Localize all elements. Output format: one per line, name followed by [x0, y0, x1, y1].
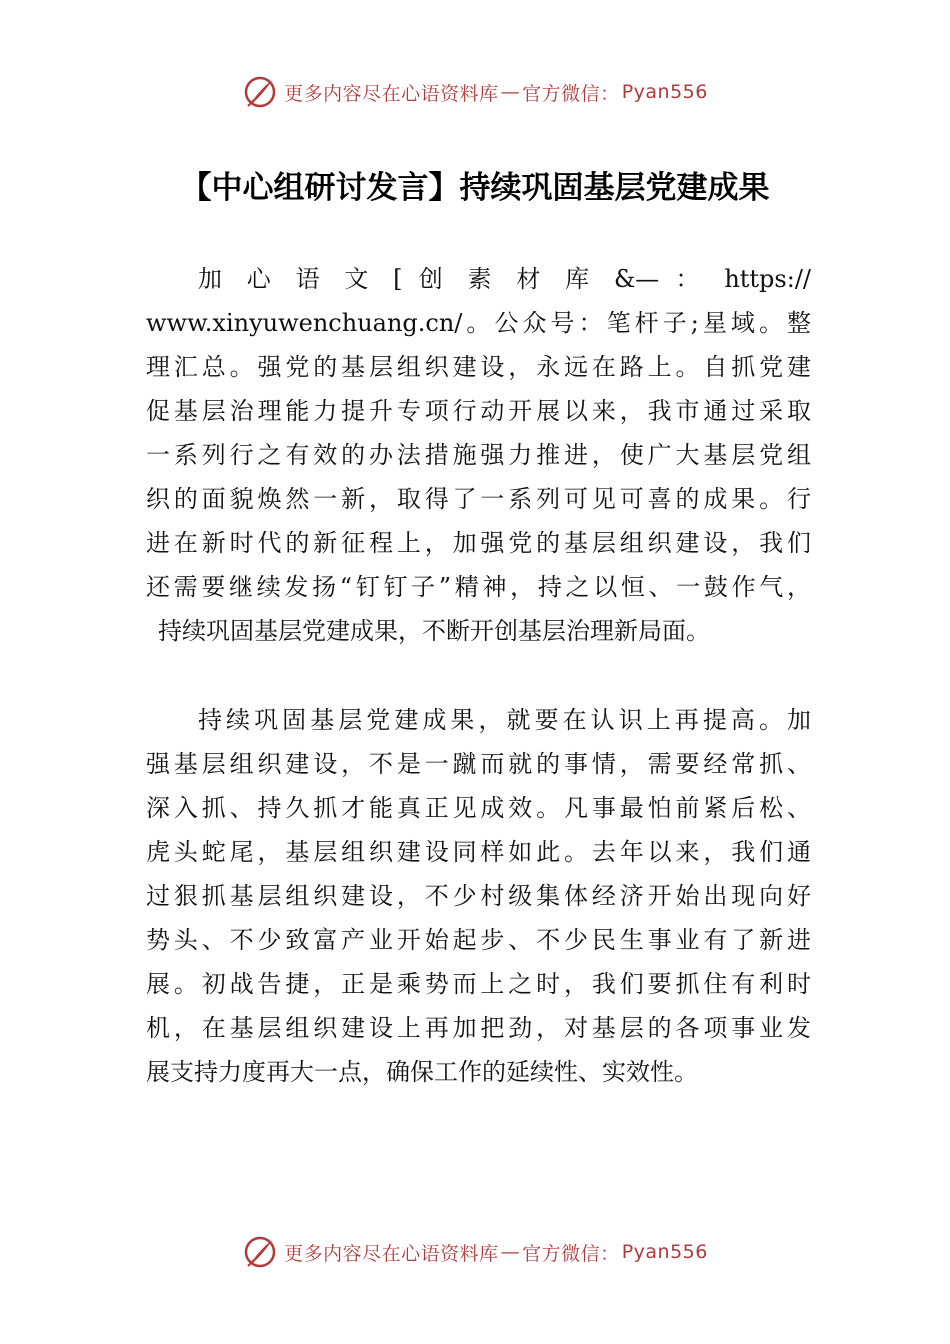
paragraph-line: 虎头蛇尾，基层组织建设同样如此。去年以来，我们通 — [146, 838, 811, 866]
watermark-separator: — — [500, 81, 521, 103]
paragraph-2 — [146, 698, 811, 1094]
paragraph-line: 理汇总。强党的基层组织建设，永远在路上。自抓党建 — [146, 353, 811, 381]
paragraph-line: 织的面貌焕然一新，取得了一系列可见可喜的成果。行 — [146, 485, 811, 513]
watermark-wechat-id: Pyan556 — [621, 81, 708, 103]
paragraph-line: 促基层治理能力提升专项行动开展以来，我市通过采取 — [146, 397, 811, 425]
paragraph-line: 持续巩固基层党建成果，就要在认识上再提高。加 — [198, 706, 811, 734]
paragraph-line: 深入抓、持久抓才能真正见成效。凡事最怕前紧后松、 — [146, 794, 811, 822]
paragraph-line: 加 心 语 文 [ 创 素 材 库 &— ： https:// — [198, 265, 811, 293]
paragraph-line: 一系列行之有效的办法措施强力推进，使广大基层党组 — [146, 441, 811, 469]
watermark-wechat-id: Pyan556 — [621, 1241, 708, 1263]
header-watermark — [0, 74, 950, 110]
paragraph-line: 势头、不少致富产业开始起步、不少民生事业有了新进 — [146, 926, 811, 954]
paragraph-line: 持续巩固基层党建成果，不断开创基层治理新局面。 — [158, 617, 710, 645]
watermark-contact: 官方微信： — [522, 82, 620, 105]
watermark-contact: 官方微信： — [522, 1242, 620, 1265]
paragraph-line: www.xinyuwenchuang.cn/。公众号：笔杆子;星域。整 — [146, 309, 811, 337]
document-title: 【中心组研讨发言】持续巩固基层党建成果 — [180, 170, 770, 206]
paragraph-line: 进在新时代的新征程上，加强党的基层组织建设，我们 — [146, 529, 811, 557]
paragraph-line: 展。初战告捷，正是乘势而上之时，我们要抓住有利时 — [146, 970, 811, 998]
watermark-separator: — — [500, 1241, 521, 1263]
paragraph-1 — [146, 257, 811, 653]
watermark-text: 更多内容尽在心语资料库 — [284, 1242, 499, 1265]
footer-watermark — [0, 1234, 950, 1270]
paragraph-line: 强基层组织建设，不是一蹴而就的事情，需要经常抓、 — [146, 750, 811, 778]
quill-logo-icon — [242, 74, 278, 110]
watermark-text: 更多内容尽在心语资料库 — [284, 82, 499, 105]
paragraph-line: 展支持力度再大一点，确保工作的延续性、实效性。 — [146, 1058, 698, 1086]
paragraph-line: 机，在基层组织建设上再加把劲，对基层的各项事业发 — [146, 1014, 811, 1042]
paragraph-line: 过狠抓基层组织建设，不少村级集体经济开始出现向好 — [146, 882, 811, 910]
quill-logo-icon — [242, 1234, 278, 1270]
paragraph-line: 还需要继续发扬“钉钉子”精神，持之以恒、一鼓作气， — [146, 573, 811, 601]
